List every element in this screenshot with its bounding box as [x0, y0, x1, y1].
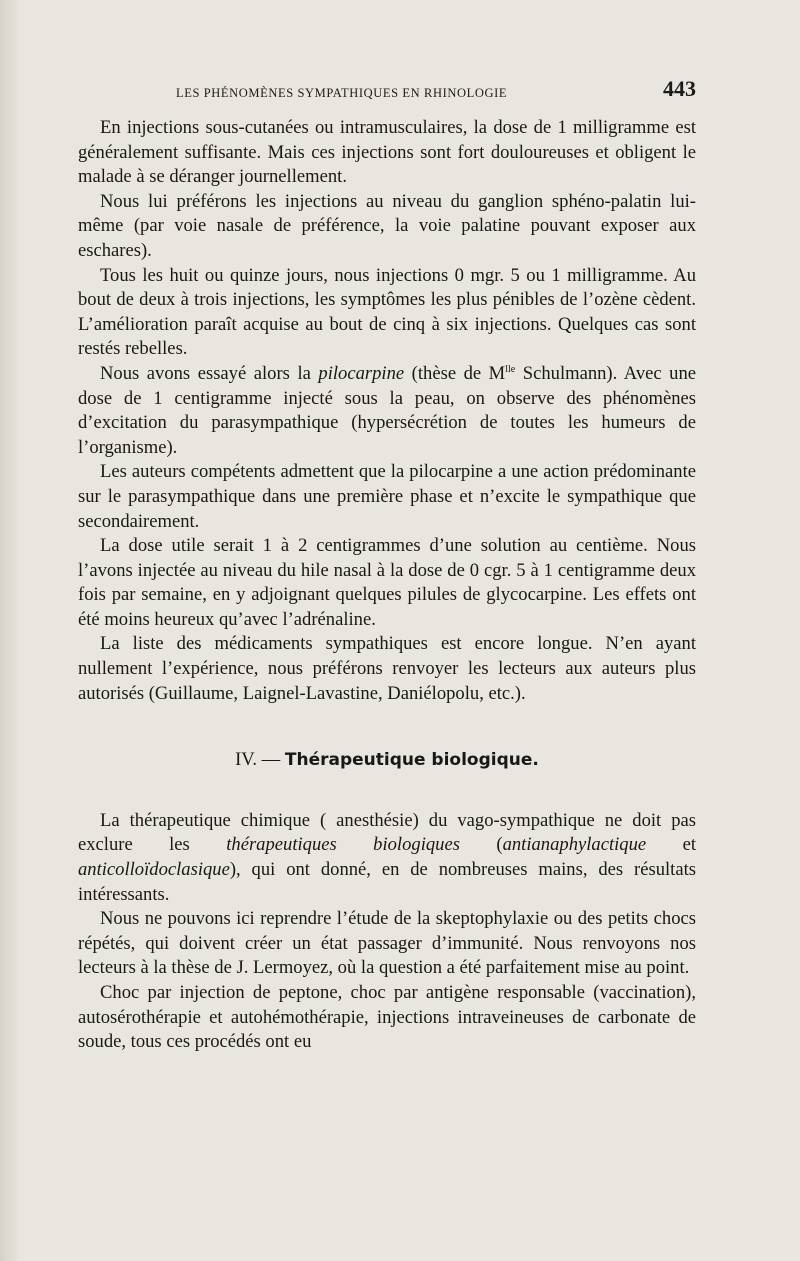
text-run: La thérapeutique chimique ( anesthésie) du vago-sympathique ne doit pas exclure les — [78, 809, 696, 856]
text-run: ), qui ont donné, en de nombreuses mains, des résultats intéressants. — [78, 859, 696, 905]
paragraph: La dose utile serait 1 à 2 centigrammes d’une solution au centième. Nous l’avons injectée au niveau du hile nasal à la dose de 0 cgr. 5 à 1 centigramme deux fois par semaine, en y adjoignant quelques pilules de glycocarpine. Les effets ont été moins heureux qu’avec l’adrénaline. — [78, 535, 696, 630]
italic-term: pilocarpine — [318, 362, 405, 384]
text-run: et — [646, 834, 696, 856]
paragraph: Nous lui préférons les injections au niveau du ganglion sphéno-palatin lui-même (par voie nasale de préférence, la voie palatine pouvant exposer aux eschares). — [78, 190, 696, 261]
italic-term: antianaphylactique — [502, 834, 647, 856]
paragraph: Nous ne pouvons ici reprendre l’étude de la skeptophylaxie ou des petits chocs répétés, qui doivent créer un état passager d’immunité. Nous renvoyons nos lecteurs à la thèse de J. Lermoyez, où la question a été parfaitement mise au point. — [78, 908, 696, 979]
running-head: LES PHÉNOMÈNES SYMPATHIQUES EN RHINOLOGIE — [176, 86, 508, 100]
page-header — [80, 76, 696, 106]
paragraph: Choc par injection de peptone, choc par antigène responsable (vaccination), autosérothérapie et autohémothérapie, injections intraveineuses de carbonate de soude, tous ces procédés ont eu — [78, 982, 696, 1053]
paragraph: Tous les huit ou quinze jours, nous injections 0 mgr. 5 ou 1 milligramme. Au bout de deux à trois injections, les symptômes les plus pénibles de l’ozène cèdent. L’amélioration paraît acquise au bout de cinq à six injections. Quelques cas sont restés rebelles. — [78, 264, 696, 360]
text-run: (thèse de M — [404, 362, 506, 384]
body-text — [78, 116, 696, 1055]
italic-term: thérapeutiques biologiques — [226, 834, 460, 856]
section-heading — [78, 748, 696, 773]
text-run: ( — [459, 834, 503, 856]
superscript: lle — [505, 363, 516, 375]
paragraph: En injections sous-cutanées ou intramusculaires, la dose de 1 milligramme est généralement suffisante. Mais ces injections sont fort douloureuses et obligent le malade à se déranger journellement. — [78, 117, 696, 188]
paragraph — [78, 809, 696, 907]
italic-term: anticolloïdoclasique — [78, 859, 230, 881]
paragraph: Les auteurs compétents admettent que la pilocarpine a une action prédominante sur le parasympathique dans une première phase et n’excite le sympathique que secondairement. — [78, 461, 696, 532]
paragraph: La liste des médicaments sympathiques est encore longue. N’en ayant nullement l’expérience, nous préférons renvoyer les lecteurs aux auteurs plus autorisés (Guillaume, Laignel-Lavastine, Daniélopolu, etc.). — [78, 633, 696, 704]
page-number: 443 — [663, 76, 696, 101]
section-title: Thérapeutique biologique. — [284, 750, 539, 771]
section-number: IV. — — [235, 749, 285, 771]
page-gutter-shadow — [0, 0, 22, 1261]
paragraph — [78, 362, 696, 460]
text-run: Nous avons essayé alors la — [100, 362, 319, 384]
text-run: Schulmann). Avec une dose de 1 centigramme injecté sous la peau, on observe des phénomènes d’excitation du parasympathique (hypersécrétion de toutes les humeurs de l’organisme). — [78, 362, 697, 458]
